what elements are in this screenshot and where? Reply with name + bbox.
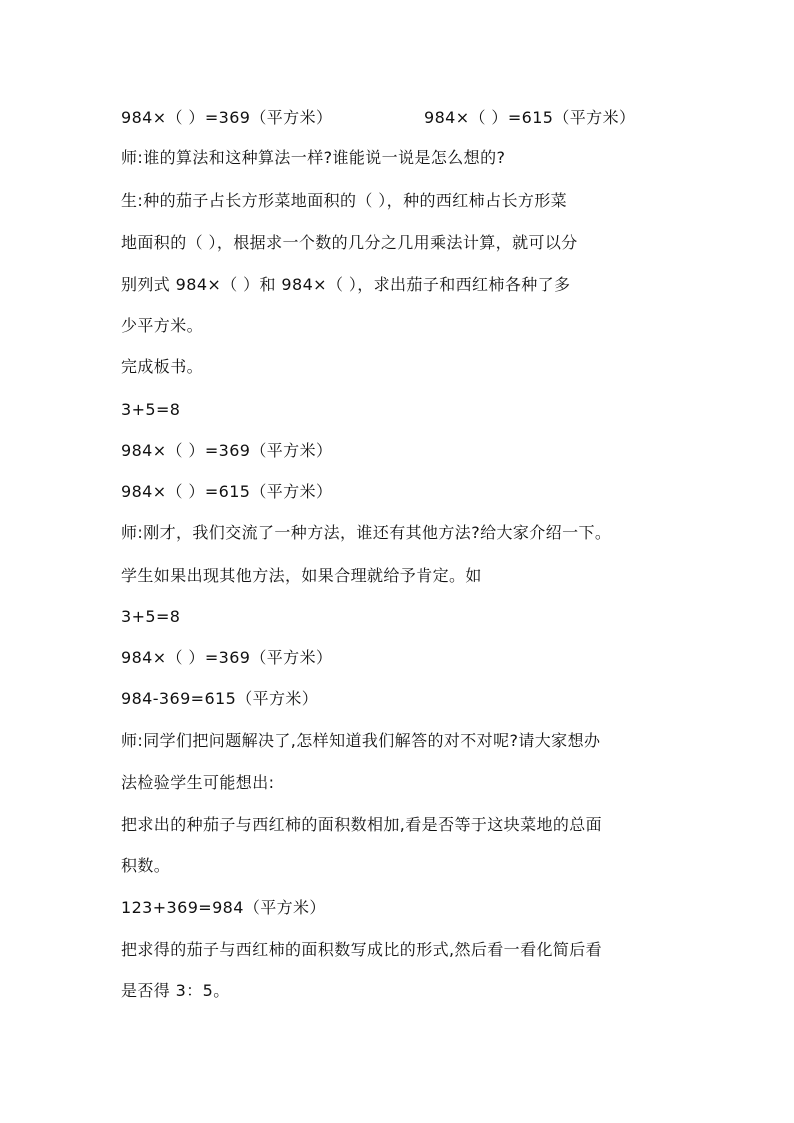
text-line: 师:刚才，我们交流了一种方法，谁还有其他方法?给大家介绍一下。	[121, 523, 612, 542]
text-line: 3+5=8	[121, 607, 181, 626]
text-line: 学生如果出现其他方法，如果合理就给予肯定。如	[121, 566, 482, 585]
text-line: 123+369=984（平方米）	[121, 898, 326, 917]
text-line: 少平方米。	[121, 316, 204, 335]
text-line: 是否得 3：5。	[121, 981, 230, 1000]
text-line: 积数。	[121, 856, 171, 875]
equation-right: 984×（ ）=615（平方米）	[424, 108, 636, 127]
text-line: 984×（ ）=369（平方米）	[121, 441, 333, 460]
text-line: 生:种的茄子占长方形菜地面积的（ ），种的西红柿占长方形菜	[121, 191, 568, 210]
text-line: 把求得的茄子与西红柿的面积数写成比的形式,然后看一看化简后看	[121, 940, 603, 959]
text-line: 984-369=615（平方米）	[121, 689, 319, 708]
text-line: 师:谁的算法和这种算法一样?谁能说一说是怎么想的?	[121, 148, 506, 167]
equation-left: 984×（ ）=369（平方米）	[121, 108, 333, 127]
text-line: 3+5=8	[121, 400, 181, 419]
text-line: 地面积的（ ），根据求一个数的几分之几用乘法计算，就可以分	[121, 233, 578, 252]
text-line: 师:同学们把问题解决了,怎样知道我们解答的对不对呢?请大家想办	[121, 731, 601, 750]
text-line: 法检验学生可能想出:	[121, 773, 275, 792]
text-line: 别列式 984×（ ）和 984×（ ），求出茄子和西红柿各种了多	[121, 275, 571, 294]
text-line: 984×（ ）=615（平方米）	[121, 482, 333, 501]
text-line: 完成板书。	[121, 357, 204, 376]
text-line: 984×（ ）=369（平方米）	[121, 648, 333, 667]
text-line: 把求出的种茄子与西红柿的面积数相加,看是否等于这块菜地的总面	[121, 815, 603, 834]
